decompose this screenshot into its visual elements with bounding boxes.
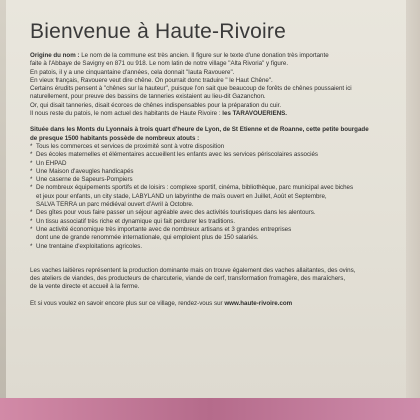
origine-line-4: En vieux français, Ravouere veut dire chêne. On pourrait donc traduire " le Haut Chêne". xyxy=(30,76,273,84)
laitieres-line-2: des ateliers de viandes, des producteurs de charcuterie, viande de cerf, transformation fromagère, des maraîchers, xyxy=(30,275,346,283)
situation-section xyxy=(30,126,392,250)
origine-line-8: Il nous reste du patois, le nom actuel des habitants de Haute Rivoire : les TARAVOUERIENS. xyxy=(30,110,288,118)
laitieres-line-3: de la vente directe et accueil à la ferme. xyxy=(30,283,140,291)
origine-line-7: Or, qui disait tanneries, disait écorces de chênes indispensables pour la préparation du cuir. xyxy=(30,101,282,109)
situation-line-1: Située dans les Monts du Lyonnais à trois quart d'heure de Lyon, de St Etienne et de Roanne, cette petite bourgade xyxy=(30,126,369,134)
section-gap xyxy=(26,292,392,300)
section-gap xyxy=(26,118,392,126)
list-item: * Tous les commerces et services de proximité sont à votre disposition xyxy=(30,142,225,150)
list-item: * Une trentaine d'exploitations agricoles. xyxy=(30,242,143,250)
list-item: * Une Maison d'aveugles handicapés xyxy=(30,167,134,175)
sign-title: Bienvenue à Haute-Rivoire xyxy=(30,20,286,43)
laitieres-line-1: Les vaches laitières représentent la production dominante mais on trouve également des vaches allaitantes, des ovins, xyxy=(30,266,356,274)
list-item-continuation: dont une de grande renommée internationale, qui emploient plus de 150 salariés. xyxy=(36,234,259,242)
origine-line-5: Certains érudits pensent à "chênes sur la hauteur", puisque l'on sait que beaucoup de forêts de chênes poussaient ici xyxy=(30,85,352,93)
list-item: * Des gîtes pour vous faire passer un séjour agréable avec des activités touristiques dans les alentours. xyxy=(30,209,316,217)
list-item: * Une caserne de Sapeurs-Pompiers xyxy=(30,176,133,184)
list-item-continuation: SALVA TERRA un parc médiéval ouvert d'Avril à Octobre. xyxy=(36,201,194,209)
sign-frame-right xyxy=(406,0,420,420)
origine-line-3: En patois, il y a une cinquantaine d'années, cela donnait "Iauta Ravouere". xyxy=(30,68,235,76)
footer-section xyxy=(30,300,392,308)
laitieres-section xyxy=(30,267,392,292)
situation-line-2: de presque 1500 habitants possède de nombreux atouts : xyxy=(30,134,200,142)
list-item: * De nombreux équipements sportifs et de loisirs : complexe sportif, cinéma, bibliothèque, parc municipal avec biches xyxy=(30,184,354,192)
information-sign xyxy=(6,0,406,404)
section-gap xyxy=(26,251,392,259)
origine-section xyxy=(30,52,392,118)
origine-line-2: faite à l'Abbaye de Savigny en 871 ou 918. Le nom latin de notre village "Alta Rivoria" y figure. xyxy=(30,60,289,68)
origine-line-6: naturellement, pour preuve des bassins de tanneries existaient au lieu-dit Gazanchon. xyxy=(30,93,266,101)
pink-decorative-strip xyxy=(0,398,420,420)
website-link[interactable]: www.haute-rivoire.com xyxy=(224,299,293,307)
section-gap xyxy=(26,259,392,267)
origine-line-1: Origine du nom : Le nom de la commune est très ancien. Il figure sur le texte d'une donation très importante xyxy=(30,52,329,59)
list-item: * Un EHPAD xyxy=(30,159,67,167)
list-item: * Une activité économique très importante avec de nombreux artisans et 3 grandes entreprises xyxy=(30,225,292,233)
origine-label: Origine du nom : xyxy=(30,52,80,59)
list-item: * Des écoles maternelles et élémentaires accueillent les enfants avec les services périscolaires associés xyxy=(30,151,319,159)
list-item: * Un tissu associatif très riche et dynamique qui fait perdurer les traditions. xyxy=(30,217,236,225)
list-item-continuation: et jeux pour enfants, un city stade, LABYLAND un labyrinthe de maïs ouvert en Juillet, Août et Septembre, xyxy=(36,192,327,200)
footer-line: Et si vous voulez en savoir encore plus sur ce village, rendez-vous sur www.haute-rivoire.com xyxy=(30,299,293,307)
